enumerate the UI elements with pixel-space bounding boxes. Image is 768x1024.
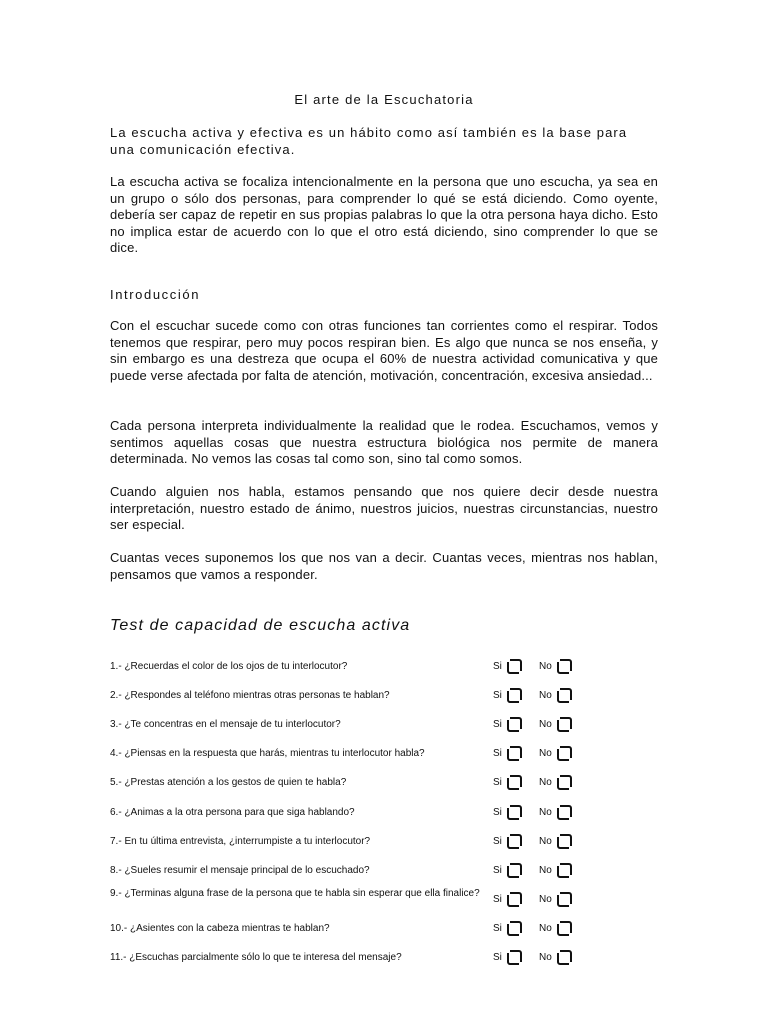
no-checkbox[interactable]	[557, 775, 572, 790]
question-text: 8.- ¿Sueles resumir el mensaje principal de lo escuchado?	[110, 865, 370, 876]
question-text: 9.- ¿Terminas alguna frase de la persona que te habla sin esperar que ella finalice?	[110, 888, 480, 899]
question-text: 4.- ¿Piensas en la respuesta que harás, mientras tu interlocutor habla?	[110, 748, 425, 759]
answer-no-label: No	[539, 777, 552, 788]
intro-paragraph	[110, 124, 658, 158]
intro-line-1: La escucha activa y efectiva es un hábito como así también es la base para	[110, 125, 628, 140]
answer-no-label: No	[539, 865, 552, 876]
answer-yes-label: Si	[493, 923, 502, 934]
intro-line-2: una comunicación efectiva.	[110, 142, 296, 157]
answer-yes-label: Si	[493, 719, 502, 730]
test-question-row	[110, 684, 630, 708]
answer-yes-label: Si	[493, 952, 502, 963]
paragraph-cuando-alguien: Cuando alguien nos habla, estamos pensando que nos quiere decir desde nuestra interpretación, nuestro estado de ánimo, nuestros juicios, nuestras circunstancias, nuestro ser especial.	[110, 484, 658, 532]
test-question-row	[110, 713, 630, 737]
test-question-row	[110, 888, 630, 912]
yes-checkbox[interactable]	[507, 717, 522, 732]
yes-checkbox[interactable]	[507, 659, 522, 674]
no-checkbox[interactable]	[557, 834, 572, 849]
no-checkbox[interactable]	[557, 892, 572, 907]
question-text: 10.- ¿Asientes con la cabeza mientras te hablan?	[110, 923, 330, 934]
yes-checkbox[interactable]	[507, 746, 522, 761]
no-checkbox[interactable]	[557, 746, 572, 761]
answer-yes-label: Si	[493, 748, 502, 759]
no-checkbox[interactable]	[557, 921, 572, 936]
answer-no-label: No	[539, 719, 552, 730]
yes-checkbox[interactable]	[507, 834, 522, 849]
no-checkbox[interactable]	[557, 805, 572, 820]
document-title: El arte de la Escuchatoria	[294, 92, 474, 107]
question-text: 6.- ¿Animas a la otra persona para que siga hablando?	[110, 807, 355, 818]
answer-yes-label: Si	[493, 661, 502, 672]
answer-no-label: No	[539, 894, 552, 905]
yes-checkbox[interactable]	[507, 688, 522, 703]
paragraph-interpretacion: Cada persona interpreta individualmente la realidad que le rodea. Escuchamos, vemos y sentimos aquellas cosas que nuestra estructura biológica nos permite de manera determinada. No vemos las cosas tal como son, sino tal como somos.	[110, 418, 658, 466]
answer-no-label: No	[539, 748, 552, 759]
no-checkbox[interactable]	[557, 950, 572, 965]
yes-checkbox[interactable]	[507, 950, 522, 965]
answer-yes-label: Si	[493, 807, 502, 818]
test-question-row	[110, 742, 630, 766]
yes-checkbox[interactable]	[507, 921, 522, 936]
answer-no-label: No	[539, 690, 552, 701]
yes-checkbox[interactable]	[507, 805, 522, 820]
paragraph-definition: La escucha activa se focaliza intencionalmente en la persona que uno escucha, ya sea en un grupo o sólo dos personas, para comprender lo qué se está diciendo. Como oyente, debería ser capaz de repetir en sus propias palabras lo que la otra persona haya dicho. Esto no implica estar de acuerdo con lo que el otro está diciendo, sino comprender lo que se dice.	[110, 174, 658, 255]
answer-no-label: No	[539, 923, 552, 934]
section-heading-introduccion: Introducción	[110, 287, 201, 302]
test-title: Test de capacidad de escucha activa	[110, 617, 411, 634]
question-text: 7.- En tu última entrevista, ¿interrumpiste a tu interlocutor?	[110, 836, 371, 847]
no-checkbox[interactable]	[557, 717, 572, 732]
answer-no-label: No	[539, 807, 552, 818]
test-question-row	[110, 946, 630, 970]
test-question-row	[110, 859, 630, 883]
answer-yes-label: Si	[493, 690, 502, 701]
test-question-row	[110, 830, 630, 854]
test-question-row	[110, 771, 630, 795]
test-question-row	[110, 917, 630, 941]
yes-checkbox[interactable]	[507, 892, 522, 907]
answer-yes-label: Si	[493, 777, 502, 788]
answer-no-label: No	[539, 836, 552, 847]
paragraph-respirar: Con el escuchar sucede como con otras funciones tan corrientes como el respirar. Todos tenemos que respirar, pero muy pocos respiran bien. Es algo que nunca se nos enseña, y sin embargo es una destreza que ocupa el 60% de nuestra actividad comunicativa y que puede verse afectada por falta de atención, motivación, concentración, excesiva ansiedad...	[110, 318, 658, 383]
answer-yes-label: Si	[493, 865, 502, 876]
yes-checkbox[interactable]	[507, 863, 522, 878]
no-checkbox[interactable]	[557, 863, 572, 878]
no-checkbox[interactable]	[557, 659, 572, 674]
question-text: 2.- ¿Respondes al teléfono mientras otras personas te hablan?	[110, 690, 390, 701]
answer-no-label: No	[539, 952, 552, 963]
yes-checkbox[interactable]	[507, 775, 522, 790]
question-text: 1.- ¿Recuerdas el color de los ojos de tu interlocutor?	[110, 661, 348, 672]
no-checkbox[interactable]	[557, 688, 572, 703]
answer-yes-label: Si	[493, 894, 502, 905]
test-question-row	[110, 801, 630, 825]
answer-yes-label: Si	[493, 836, 502, 847]
question-text: 5.- ¿Prestas atención a los gestos de quien te habla?	[110, 777, 347, 788]
paragraph-cuantas-veces: Cuantas veces suponemos los que nos van a decir. Cuantas veces, mientras nos hablan, pensamos que vamos a responder.	[110, 550, 658, 582]
question-text: 3.- ¿Te concentras en el mensaje de tu interlocutor?	[110, 719, 341, 730]
test-question-row	[110, 655, 630, 679]
answer-no-label: No	[539, 661, 552, 672]
question-text: 11.- ¿Escuchas parcialmente sólo lo que te interesa del mensaje?	[110, 952, 402, 963]
